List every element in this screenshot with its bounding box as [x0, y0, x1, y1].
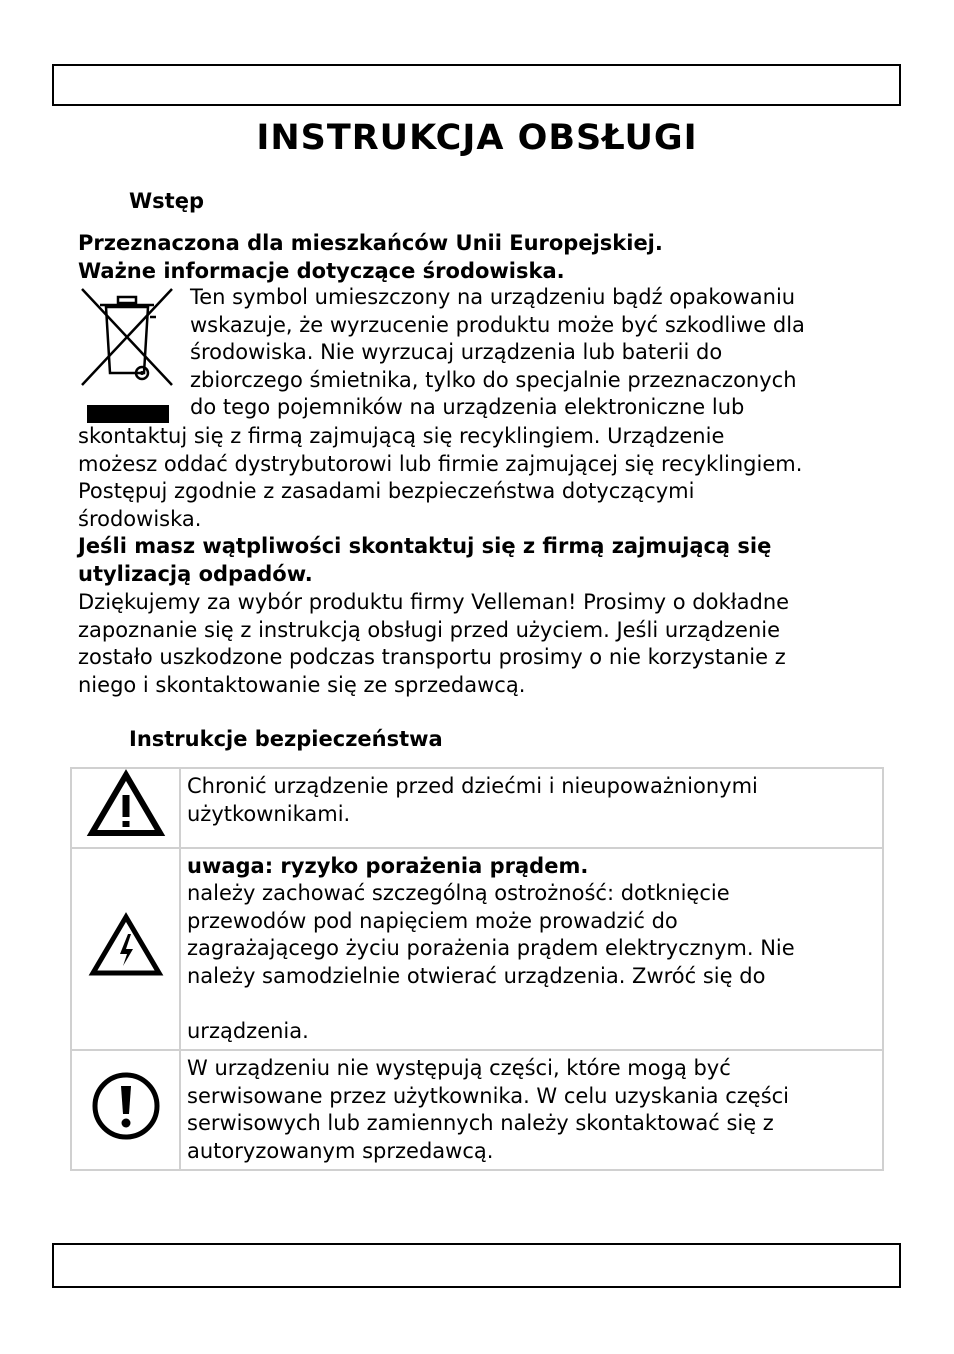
safety-line: serwisowych lub zamiennych należy skontaktować się z [187, 1111, 774, 1135]
electric-shock-icon [88, 912, 164, 978]
safety-line: autoryzowanym sprzedawcą. [187, 1138, 494, 1163]
safety-line: W urządzeniu nie występują części, które mogą być [187, 1056, 731, 1080]
icon-cell [71, 1050, 180, 1170]
weee-text [190, 284, 805, 422]
safety-line: urządzenia. [187, 1018, 309, 1043]
safety-line: należy samodzielnie otwierać urządzenia. Zwróć się do [187, 963, 766, 988]
safety-line: użytkownikami. [187, 801, 351, 826]
text-cell [180, 848, 883, 1051]
eu-notice-line: Przeznaczona dla mieszkańców Unii Europejskiej. [78, 231, 663, 255]
recycling-text [78, 423, 878, 533]
thanks-text [78, 589, 878, 699]
doubt-line: Jeśli masz wątpliwości skontaktuj się z firmą zajmującą się [78, 534, 772, 558]
shock-warning-title: uwaga: ryzyko porażenia prądem. [187, 853, 589, 878]
footer-frame [52, 1243, 901, 1288]
safety-line: przewodów pod napięciem może prowadzić do [187, 908, 678, 933]
table-row [71, 768, 883, 848]
safety-line: serwisowane przez użytkownika. W celu uzyskania części [187, 1083, 790, 1108]
recycling-line: skontaktuj się z firmą zajmującą się recyklingiem. Urządzenie [78, 424, 725, 448]
safety-table [70, 767, 884, 1171]
intro-heading: Wstęp [129, 189, 204, 213]
exclamation-circle-icon [90, 1070, 162, 1142]
thanks-line: zapoznanie się z instrukcją obsługi przed użyciem. Jeśli urządzenie [78, 617, 781, 642]
table-row [71, 1050, 883, 1170]
table-row [71, 848, 883, 1051]
safety-line: Chronić urządzenie przed dziećmi i nieupoważnionymi [187, 774, 758, 798]
weee-line: wskazuje, że wyrzucenie produktu może być szkodliwe dla [190, 312, 805, 337]
warning-triangle-icon [86, 769, 166, 839]
blank-line [187, 990, 876, 1018]
recycling-line: Postępuj zgodnie z zasadami bezpieczeństwa dotyczącymi [78, 479, 695, 503]
safety-line: zagrażającego życiu porażenia prądem elektrycznym. Nie [187, 936, 795, 960]
doubt-notice [78, 533, 878, 588]
icon-cell [71, 768, 180, 848]
crossed-bin-icon [78, 285, 178, 425]
header-frame [52, 64, 901, 106]
text-cell [180, 1050, 883, 1170]
recycling-line: możesz oddać dystrybutorowi lub firmie zajmującej się recyklingiem. [78, 451, 803, 476]
thanks-line: niego i skontaktowanie się ze sprzedawcą. [78, 672, 526, 697]
eu-notice [78, 230, 878, 285]
weee-line: środowiska. Nie wyrzucaj urządzenia lub baterii do [190, 340, 723, 364]
thanks-line: Dziękujemy za wybór produktu firmy Velleman! Prosimy o dokładne [78, 590, 790, 614]
eu-notice-line: Ważne informacje dotyczące środowiska. [78, 258, 565, 283]
thanks-line: zostało uszkodzone podczas transportu prosimy o nie korzystanie z [78, 645, 786, 669]
recycling-line: środowiska. [78, 506, 202, 531]
text-cell [180, 768, 883, 848]
weee-line: Ten symbol umieszczony na urządzeniu bądź opakowaniu [190, 285, 796, 309]
safety-heading: Instrukcje bezpieczeństwa [129, 727, 443, 751]
doubt-line: utylizacją odpadów. [78, 561, 313, 586]
page-title: INSTRUKCJA OBSŁUGI [256, 118, 698, 158]
icon-cell [71, 848, 180, 1051]
weee-line: do tego pojemników na urządzenia elektroniczne lub [190, 395, 745, 419]
safety-line: należy zachować szczególną ostrożność: dotknięcie [187, 881, 730, 905]
weee-line: zbiorczego śmietnika, tylko do specjalnie przeznaczonych [190, 367, 797, 392]
